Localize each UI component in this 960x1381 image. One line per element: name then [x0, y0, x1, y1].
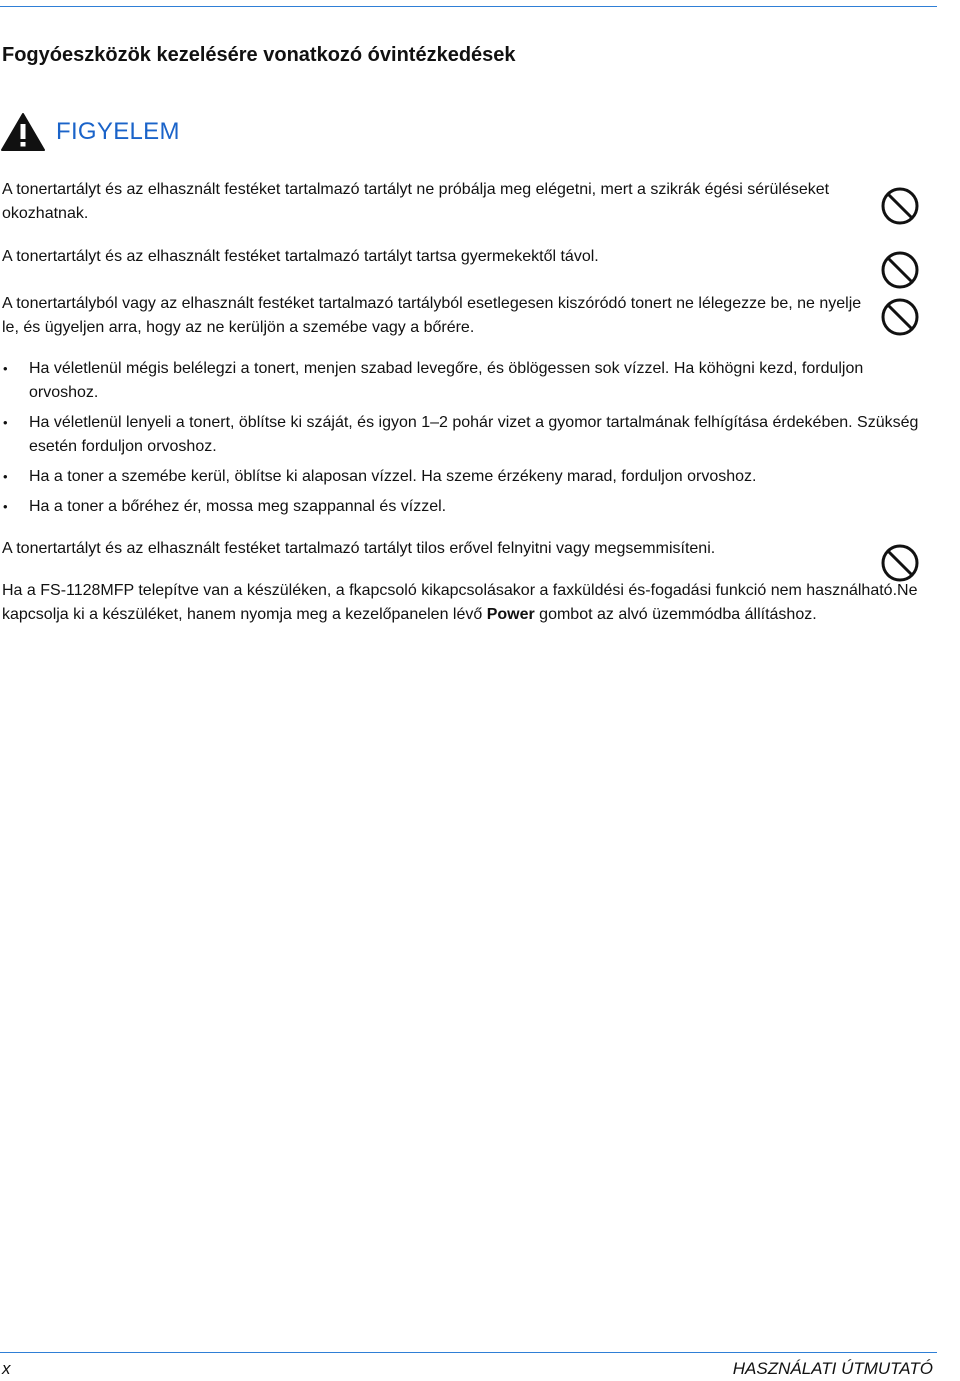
list-item — [0, 357, 930, 405]
list-item-text: Ha véletlenül mégis belélegzi a tonert, menjen szabad levegőre, és öblögessen sok vízzel. Ha köhögni kezd, forduljon orvoshoz. — [29, 360, 864, 401]
list-item-text: Ha a toner a szemébe kerül, öblítse ki alaposan vízzel. Ha szeme érzékeny marad, forduljon orvoshoz. — [29, 468, 757, 485]
fax-power-text-end: gombot az alvó üzemmódba állításhoz. — [534, 606, 817, 623]
bullet-icon: • — [3, 469, 8, 484]
bullet-icon: • — [3, 361, 8, 376]
bullet-icon: • — [3, 499, 8, 514]
warning-heading — [0, 112, 180, 152]
warning-paragraph-inhalation: A tonertartályból vagy az elhasznált festéket tartalmazó tartályból esetlegesen kiszóródó tonert ne lélegezze be, ne nyelje le, és ügyeljen arra, hogy az ne kerüljön a szemébe vagy a bőrére. — [2, 295, 862, 336]
warning-paragraph-children: A tonertartályt és az elhasznált festéket tartalmazó tartályt tartsa gyermekektől távol. — [2, 248, 599, 265]
warning-paragraph-burning: A tonertartályt és az elhasznált festéket tartalmazó tartályt ne próbálja meg elégetni, mert a szikrák égési sérüléseket okozhatnak. — [2, 181, 830, 222]
warning-paragraph-force-open: A tonertartályt és az elhasznált festéket tartalmazó tartályt tilos erővel felnyitni vagy megsemmisíteni. — [2, 540, 716, 557]
manual-title: HASZNÁLATI ÚTMUTATÓ — [732, 1359, 933, 1378]
fax-power-text: Ha a FS-1128MFP telepítve van a készüléken, a fkapcsoló kikapcsolásakor a faxküldési és-fogadási funkció nem használható.Ne kapcsolja ki a készüléket, hanem nyomja meg a kezelőpanelen lévő — [2, 582, 918, 623]
list-item-text: Ha a toner a bőréhez ér, mossa meg szappannal és vízzel. — [29, 498, 447, 515]
prohibition-icon — [880, 543, 920, 583]
header-rule — [0, 6, 937, 7]
bullet-icon: • — [3, 415, 8, 430]
fax-power-paragraph — [2, 579, 960, 627]
page-number: x — [2, 1359, 11, 1378]
first-aid-list — [0, 357, 930, 525]
power-key-label: Power — [486, 606, 535, 623]
prohibition-icon — [880, 250, 920, 290]
section-title: Fogyóeszközök kezelésére vonatkozó óvintézkedések — [2, 44, 516, 66]
list-item — [0, 495, 930, 519]
list-item — [0, 465, 930, 489]
list-item-text: Ha véletlenül lenyeli a tonert, öblítse ki száját, és igyon 1–2 pohár vizet a gyomor tartalmának felhígítása érdekében. Szükség esetén forduljon orvoshoz. — [29, 414, 919, 455]
warning-title: FIGYELEM — [56, 118, 180, 145]
footer-rule — [0, 1352, 937, 1353]
prohibition-icon — [880, 297, 920, 337]
list-item — [0, 411, 930, 459]
warning-triangle-icon — [0, 112, 46, 152]
prohibition-icon — [880, 186, 920, 226]
